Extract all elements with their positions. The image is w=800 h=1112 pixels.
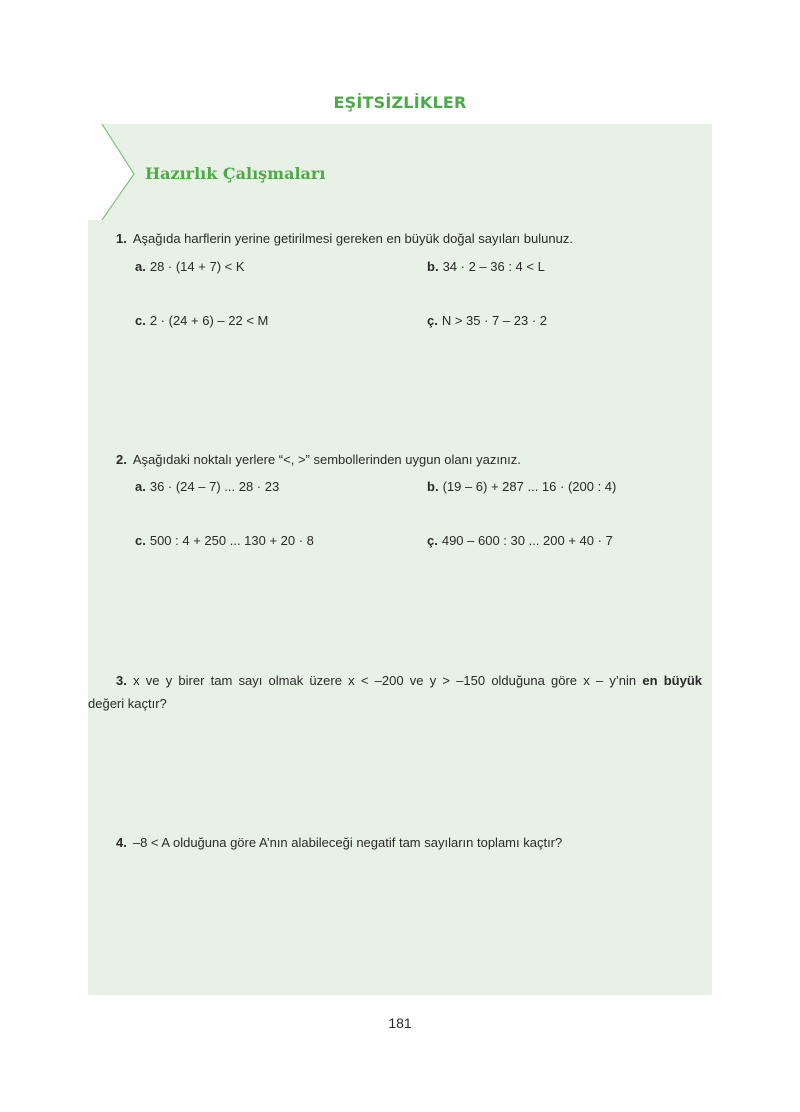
question-1-number: 1. xyxy=(116,231,127,246)
section-title: Hazırlık Çalışmaları xyxy=(145,164,326,183)
item-label: ç. xyxy=(427,313,438,328)
question-4-number: 4. xyxy=(116,835,127,850)
question-2-item-cc xyxy=(427,533,613,548)
question-2-item-b xyxy=(427,479,616,494)
item-label: a. xyxy=(135,479,146,494)
item-text: 2 · (24 + 6) – 22 < M xyxy=(149,313,269,328)
item-text: 500 : 4 + 250 ... 130 + 20 · 8 xyxy=(149,533,314,548)
question-1-item-b xyxy=(427,259,545,274)
item-label: c. xyxy=(135,313,146,328)
item-label: a. xyxy=(135,259,146,274)
item-text: 490 – 600 : 30 ... 200 + 40 · 7 xyxy=(441,533,613,548)
question-4-text: –8 < A olduğuna göre A’nın alabileceği negatif tam sayıların toplamı kaçtır? xyxy=(132,835,563,850)
question-3-prompt xyxy=(88,673,702,688)
item-label: c. xyxy=(135,533,146,548)
question-3-number: 3. xyxy=(116,673,127,688)
chevron-decoration-icon xyxy=(88,124,148,220)
question-2-item-a xyxy=(135,479,279,494)
question-3-emphasis: en büyük xyxy=(642,673,703,688)
exercise-panel xyxy=(88,124,712,995)
item-label: b. xyxy=(427,259,439,274)
question-1-item-cc xyxy=(427,313,547,328)
item-text: 34 · 2 – 36 : 4 < L xyxy=(442,259,545,274)
question-4-prompt xyxy=(116,832,562,854)
question-1-item-a xyxy=(135,259,245,274)
question-1-item-c xyxy=(135,313,268,328)
item-text: (19 – 6) + 287 ... 16 · (200 : 4) xyxy=(442,479,617,494)
item-text: N > 35 · 7 – 23 · 2 xyxy=(441,313,547,328)
question-2-item-c xyxy=(135,533,314,548)
chapter-title: EŞİTSİZLİKLER xyxy=(333,93,467,112)
question-2-text: Aşağıdaki noktalı yerlere “<, >” sembollerinden uygun olanı yazınız. xyxy=(132,452,521,467)
question-2-number: 2. xyxy=(116,452,127,467)
page-number: 181 xyxy=(388,1015,412,1031)
item-text: 28 · (14 + 7) < K xyxy=(149,259,245,274)
question-1-prompt xyxy=(116,228,573,250)
question-2-prompt xyxy=(116,449,521,471)
item-label: b. xyxy=(427,479,439,494)
item-text: 36 · (24 – 7) ... 28 · 23 xyxy=(149,479,280,494)
question-1-text: Aşağıda harflerin yerine getirilmesi gereken en büyük doğal sayıları bulunuz. xyxy=(132,231,573,246)
item-label: ç. xyxy=(427,533,438,548)
question-3-prompt-continuation: değeri kaçtır? xyxy=(88,696,167,711)
question-3-text: x ve y birer tam sayı olmak üzere x < –200 ve y > –150 olduğuna göre x – y’nin xyxy=(133,673,637,688)
